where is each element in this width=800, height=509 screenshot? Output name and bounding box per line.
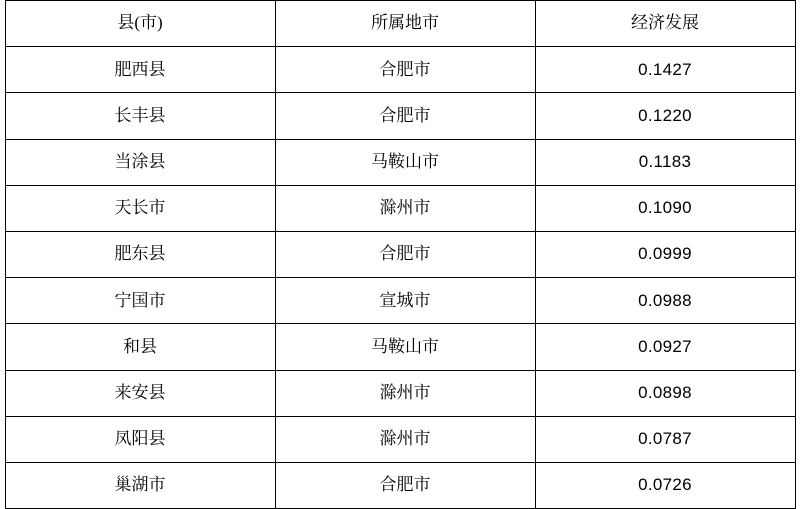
cell-county: 天长市	[5, 185, 275, 231]
cell-value: 0.1427	[535, 47, 795, 93]
cell-value: 0.0787	[535, 416, 795, 462]
cell-city: 马鞍山市	[275, 139, 535, 185]
cell-county: 肥东县	[5, 231, 275, 277]
cell-value: 0.1183	[535, 139, 795, 185]
table-row	[5, 370, 795, 416]
table-row	[5, 278, 795, 324]
table-header	[5, 1, 795, 47]
table-row	[5, 139, 795, 185]
table-header-row	[5, 1, 795, 47]
cell-value: 0.0988	[535, 278, 795, 324]
economic-development-table	[5, 0, 796, 509]
cell-county: 肥西县	[5, 47, 275, 93]
cell-county: 当涂县	[5, 139, 275, 185]
cell-value: 0.0898	[535, 370, 795, 416]
cell-city: 宣城市	[275, 278, 535, 324]
table-row	[5, 231, 795, 277]
cell-value: 0.1090	[535, 185, 795, 231]
table-row	[5, 416, 795, 462]
cell-city: 合肥市	[275, 93, 535, 139]
cell-county: 来安县	[5, 370, 275, 416]
cell-county: 宁国市	[5, 278, 275, 324]
cell-city: 滁州市	[275, 416, 535, 462]
cell-value: 0.0927	[535, 324, 795, 370]
table-row	[5, 47, 795, 93]
table-row	[5, 324, 795, 370]
table-row	[5, 185, 795, 231]
column-header-economic-development: 经济发展	[535, 1, 795, 47]
table-row	[5, 93, 795, 139]
column-header-city: 所属地市	[275, 1, 535, 47]
table-body	[5, 47, 795, 509]
cell-county: 和县	[5, 324, 275, 370]
cell-city: 合肥市	[275, 462, 535, 508]
cell-value: 0.1220	[535, 93, 795, 139]
cell-city: 滁州市	[275, 185, 535, 231]
cell-county: 巢湖市	[5, 462, 275, 508]
cell-county: 凤阳县	[5, 416, 275, 462]
table-row	[5, 462, 795, 508]
cell-city: 滁州市	[275, 370, 535, 416]
cell-city: 马鞍山市	[275, 324, 535, 370]
cell-city: 合肥市	[275, 231, 535, 277]
cell-value: 0.0726	[535, 462, 795, 508]
cell-value: 0.0999	[535, 231, 795, 277]
column-header-county: 县(市)	[5, 1, 275, 47]
cell-city: 合肥市	[275, 47, 535, 93]
cell-county: 长丰县	[5, 93, 275, 139]
